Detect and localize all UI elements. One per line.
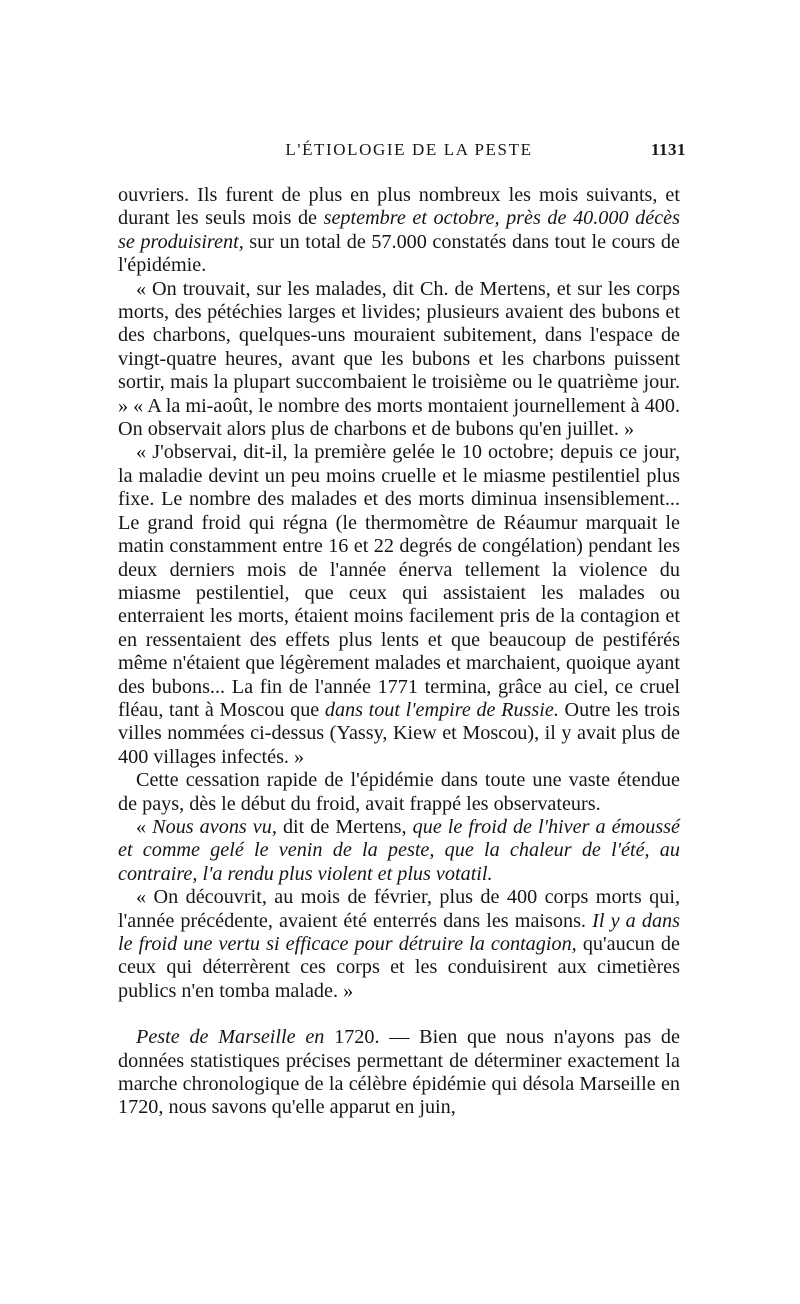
text-run: « On trouvait, sur les malades, dit Ch. de Mertens, et sur les corps morts, des pétéchies larges et livides; plusieurs avaient des bubons et des charbons, quelques-uns mouraient subitement, dans l'espace de vingt-quatre heures, avant que les bubons et les charbons puissent sortir, mais la plupart succombaient le troisième ou le quatrième jour. » « A la mi-août, le nombre des morts montaient journellement à 400. On observait alors plus de charbons et de bubons qu'en juillet. »	[118, 277, 680, 441]
text-run: dit de Mertens,	[276, 815, 413, 838]
body-text	[118, 184, 680, 1120]
paragraph-cessation	[118, 769, 680, 816]
paragraph-marseille	[118, 1026, 680, 1120]
paragraph-quote-february	[118, 886, 680, 1003]
paragraph-continued	[118, 184, 680, 278]
text-run: 1720. — Bien que nous n'ayons pas de données statistiques précises permettant de déterminer exactement la marche chronologique de la célèbre épidémie qui désola Marseille en 1720, nous savons qu'elle apparut en juin,	[118, 1026, 680, 1119]
paragraph-quote-winter	[118, 816, 680, 886]
book-page	[118, 140, 686, 1120]
text-run: «	[136, 815, 153, 838]
text-run: Cette cessation rapide de l'épidémie dans toute une vaste étendue de pays, dès le début du froid, avait frappé les observateurs.	[118, 769, 680, 815]
text-run: Outre les trois villes nommées ci-dessus (Yassy, Kiew et Moscou), il y avait plus de 400 villages infectés. »	[118, 698, 680, 768]
text-run: sur un total de 57.000 constatés dans tout le cours de l'épidémie.	[118, 230, 680, 277]
emphasis-run: Il y a dans le froid une vertu si efficace pour détruire la contagion,	[118, 909, 680, 955]
emphasis-run: septembre et octobre, près de 40.000 décès se produisirent,	[118, 207, 680, 253]
running-head-title: L'ÉTIOLOGIE DE LA PESTE	[285, 140, 533, 159]
paragraph-quote-symptoms	[118, 278, 680, 442]
running-head	[118, 140, 686, 168]
page-number: 1131	[650, 140, 686, 159]
emphasis-run: que le froid de l'hiver a émoussé et comme gelé le venin de la peste, que la chaleur de l'été, au contraire, l'a rendu plus violent et plus votatil.	[118, 815, 680, 885]
text-run: « J'observai, dit-il, la première gelée le 10 octobre; depuis ce jour, la maladie devint un peu moins cruelle et le miasme pestilentiel plus fixe. Le nombre des malades et des morts diminua insensiblement... Le grand froid qui régna (le thermomètre de Réaumur marquait le matin constamment entre 16 et 22 degrés de congélation) pendant les deux derniers mois de l'année énerva tellement la violence du miasme pestilentiel, que ceux qui assistaient les malades ou enterraient les morts, étaient moins facilement pris de la contagion et en ressentaient des effets plus lents et que beaucoup de pestiférés même n'étaient que légèrement malades et marchaient, quoique ayant des bubons... La fin de l'année 1771 termina, grâce au ciel, ce cruel fléau, tant à Moscou que	[118, 441, 680, 721]
text-run: qu'aucun de ceux qui déterrèrent ces corps et les conduisirent aux cimetières publics n'en tomba malade. »	[118, 933, 680, 1002]
text-run: ouvriers. Ils furent de plus en plus nombreux les mois suivants, et durant les seuls mois de	[118, 184, 680, 230]
section-heading-run: Peste de Marseille en	[136, 1026, 325, 1049]
emphasis-run: dans tout l'empire de Russie.	[324, 698, 559, 721]
paragraph-quote-frost	[118, 441, 680, 769]
emphasis-run: Nous avons vu,	[152, 815, 277, 838]
text-run: « On découvrit, au mois de février, plus de 400 corps morts qui, l'année précédente, avaient été enterrés dans les maisons.	[118, 886, 680, 932]
